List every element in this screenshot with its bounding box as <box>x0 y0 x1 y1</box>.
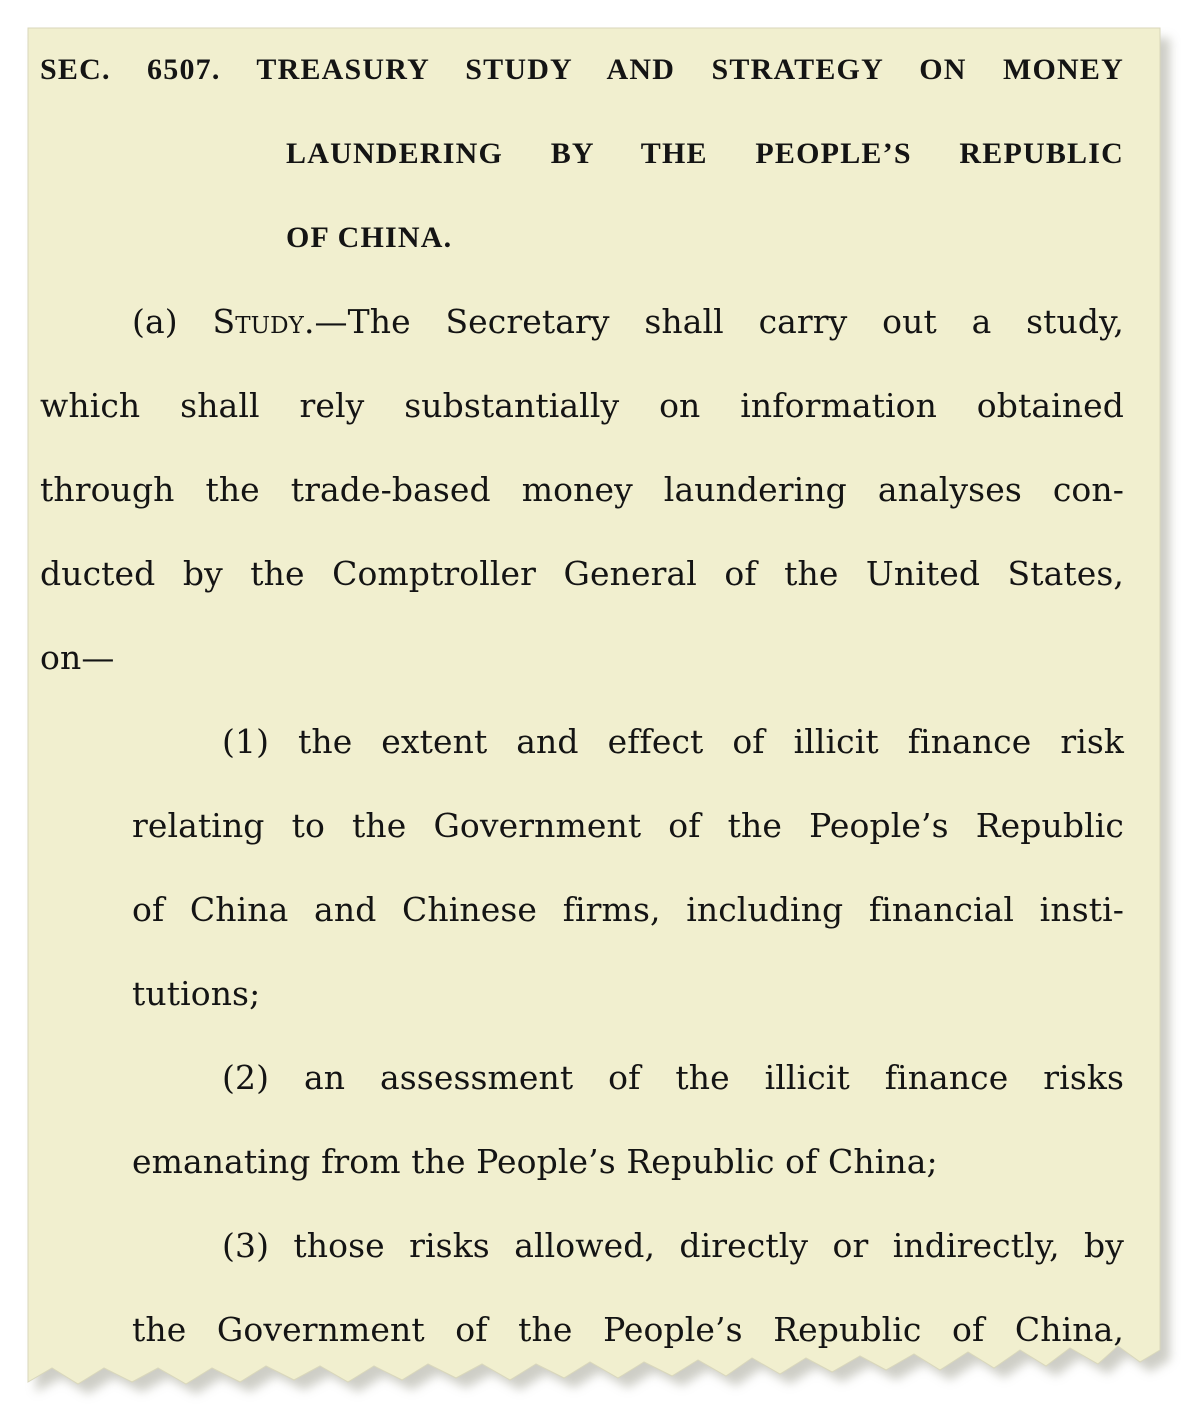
paragraph-line: which shall rely substantially on information obtained <box>40 386 1124 425</box>
list-item-line: of China and Chinese firms, including financial insti- <box>132 890 1124 929</box>
heading-line: LAUNDERING BY THE PEOPLE’S REPUBLIC <box>286 137 1124 170</box>
item-1 <box>40 700 1124 1036</box>
subsection-a <box>40 280 1124 700</box>
list-item-line: (2) an assessment of the illicit finance risks <box>222 1058 1124 1097</box>
heading-line: OF CHINA. <box>286 221 453 254</box>
list-item-line: the Government of the People’s Republic of China, <box>132 1310 1124 1349</box>
section-heading <box>40 28 1124 280</box>
heading-line: SEC. 6507. TREASURY STUDY AND STRATEGY ON MONEY <box>40 53 1124 86</box>
paragraph-line: through the trade-based money laundering analyses con- <box>40 470 1124 509</box>
item-2 <box>40 1036 1124 1204</box>
paragraph-line: ducted by the Comptroller General of the United States, <box>40 554 1124 593</box>
subsection-a-first-line <box>40 280 1124 364</box>
paragraph-line: —The Secretary shall carry out a study, <box>314 302 1125 341</box>
item-3 <box>40 1204 1124 1372</box>
subsection-marker: (a) <box>132 302 178 341</box>
list-item-line: relating to the Government of the People’s Republic <box>132 806 1124 845</box>
paragraph-line: on— <box>40 638 115 677</box>
bill-text <box>40 28 1124 1372</box>
list-item-line: (3) those risks allowed, directly or indirectly, by <box>222 1226 1124 1265</box>
list-item-line: tutions; <box>132 974 261 1013</box>
list-item-line: emanating from the People’s Republic of China; <box>132 1142 938 1181</box>
list-item-line: (1) the extent and effect of illicit finance risk <box>222 722 1124 761</box>
subsection-caption: Study. <box>212 302 315 341</box>
